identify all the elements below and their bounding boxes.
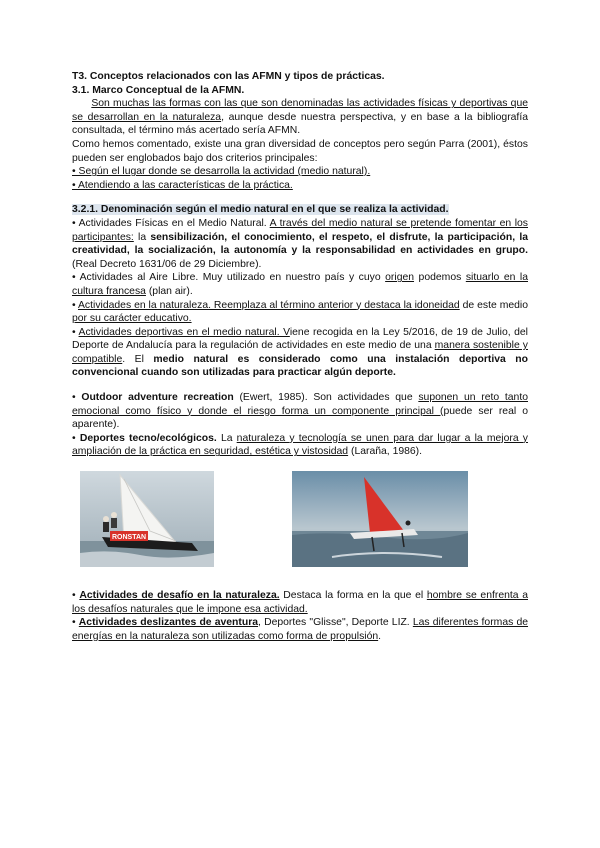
bullet-naturaleza: • Actividades en la naturaleza. Reemplaza al término anterior y destaca la idoneidad de este medio por su carácter educativo. bbox=[72, 299, 528, 325]
paragraph-intro bbox=[72, 97, 528, 138]
intro-text: , aunque desde nuestra perspectiva, y en base a la bibliografía consultada, el término más acertado sería AFMN. bbox=[72, 111, 528, 137]
document-page bbox=[72, 70, 528, 643]
ronstan-label: RONSTAN bbox=[112, 534, 147, 542]
hydrofoil-photo bbox=[292, 471, 468, 567]
bullet-afmn: • Actividades Físicas en el Medio Natural. A través del medio natural se pretende fomentar en los participantes: la sensibilización, el conocimiento, el respeto, el disfrute, la participación, la creatividad, la socialización, la autonomía y la responsabilidad en actividades en grupo. (Real Decreto 1631/06 de 29 Diciembre). bbox=[72, 217, 528, 270]
criterion-2: • Atendiendo a las características de la práctica. bbox=[72, 179, 293, 191]
document-title: T3. Conceptos relacionados con las AFMN y tipos de prácticas. bbox=[72, 71, 385, 82]
intro-underline: Son muchas las formas con las que son denominadas las actividades físicas y deportivas que se desarrollan en la naturaleza bbox=[72, 98, 528, 123]
bullet-outdoor: • Outdoor adventure recreation (Ewert, 1985). Son actividades que suponen un reto tanto emocional como físico y donde el riesgo forma un componente principal (puede ser real o aparente). bbox=[72, 392, 528, 431]
bullet-desafio: • Actividades de desafío en la naturaleza. Destaca la forma en la que el hombre se enfrenta a los desafíos naturales que le impone esa actividad. bbox=[72, 590, 528, 615]
criterion-1: • Según el lugar donde se desarrolla la actividad (medio natural). bbox=[72, 166, 371, 178]
bullet-deportivas: • Actividades deportivas en el medio natural. Viene recogida en la Ley 5/2016, de 19 de Julio, del Deporte de Andalucía para la regulación de actividades en este medio de una manera sostenible y compatible. El medio natural es considerado como una instalación deportiva no convencional cuando son utilizadas para practicar algún deporte. bbox=[72, 326, 528, 379]
bullet-deslizantes: • Actividades deslizantes de aventura, Deportes "Glisse", Deporte LIZ. Las diferentes formas de energías en la naturaleza son utilizadas como forma de propulsión. bbox=[72, 617, 529, 642]
section-heading-3-1: 3.1. Marco Conceptual de la AFMN. bbox=[72, 84, 245, 96]
bullet-tecno: • Deportes tecno/ecológicos. La naturaleza y tecnología se unen para dar lugar a la mejora y ampliación de la práctica en seguridad, estética y vistosidad (Laraña, 1986). bbox=[72, 432, 528, 458]
paragraph-criteria: Como hemos comentado, existe una gran diversidad de conceptos pero según Parra (2001), éstos pueden ser englobados bajo dos criterios principales: bbox=[72, 138, 528, 164]
photo-row bbox=[72, 471, 528, 575]
heading-highlight: 3.2.1. Denominación según el medio natural en el que se realiza la actividad. bbox=[72, 204, 449, 216]
section-heading-3-2-1 bbox=[72, 203, 528, 217]
bullet-aire-libre: • Actividades al Aire Libre. Muy utilizado en nuestro país y cuyo origen podemos situarlo en la cultura francesa (plan air). bbox=[72, 272, 528, 297]
catamaran-photo bbox=[80, 471, 214, 567]
